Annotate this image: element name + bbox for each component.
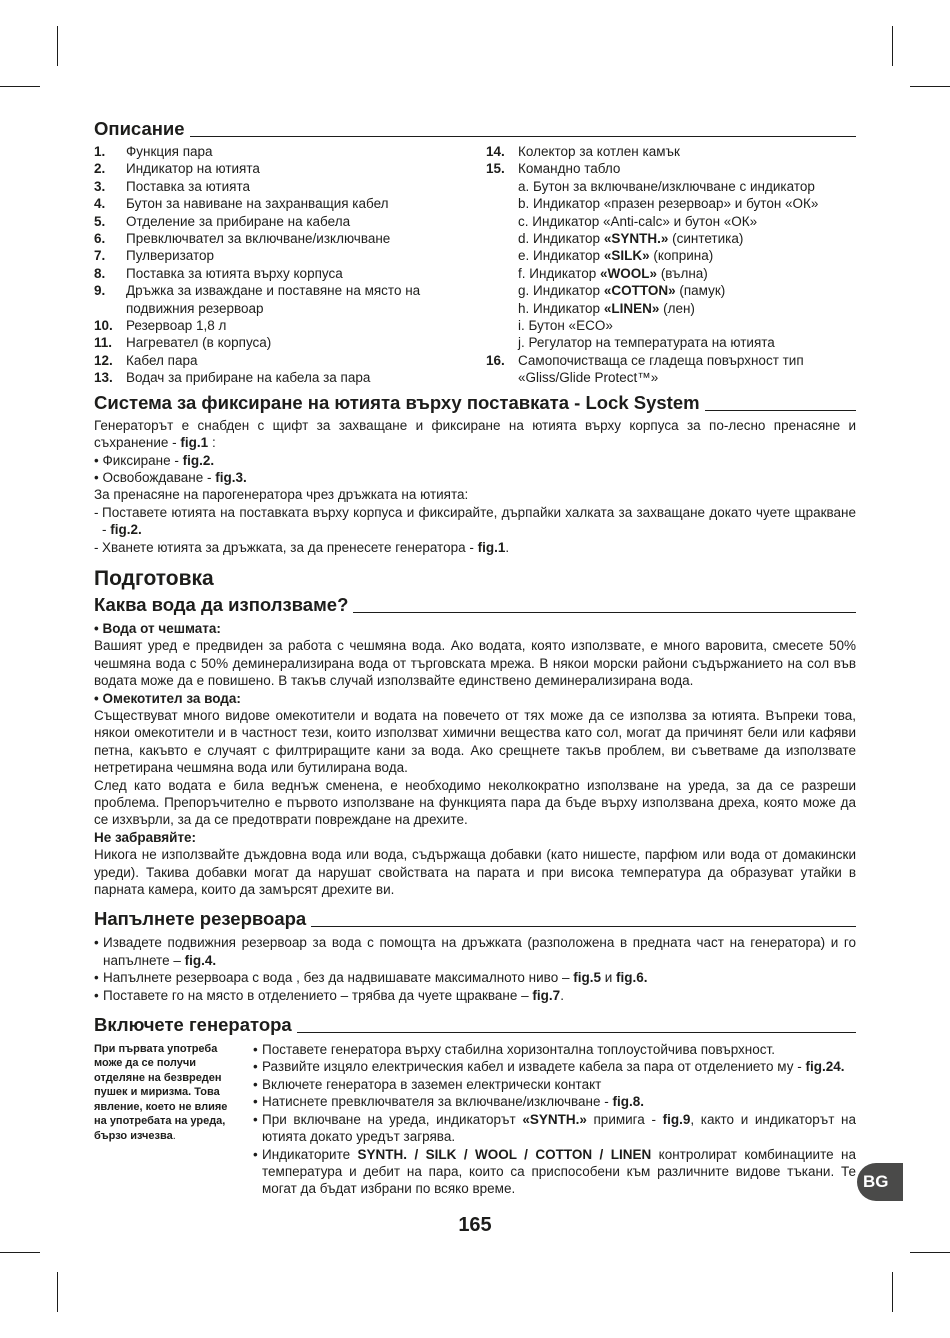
paragraph: За пренасяне на парогенератора чрез дръжката на ютията: — [94, 487, 469, 503]
page-content — [94, 118, 856, 1198]
fill-tank-body — [94, 934, 856, 1004]
heading-rule — [705, 410, 856, 411]
list-item: 7. Пулверизатор — [94, 248, 215, 264]
list-item: 14. Колектор за котлен камък — [486, 144, 680, 159]
paragraph: Съществуват много видове омекотители и водата на повечето от тях може да се използва за ютията. Въпреки това, някои омекотители и в частност тези, които използват химични вещества като сол, могат да причинят бели или кафяви петна, какъвто е случаят с филтриращите кани за вода. Ако срещнете такъв проблем, ви съветваме да използвате нетретирана чешмяна вода или бутилирана вода. — [94, 707, 856, 776]
parts-list-right — [486, 143, 856, 387]
heading-rule — [311, 926, 856, 927]
switch-on-body — [94, 1041, 856, 1198]
crop-mark — [57, 26, 58, 66]
preparation-title: Подготовка — [94, 566, 214, 590]
switch-on-heading: Включете генератора — [94, 1014, 856, 1036]
list-item: 4. Бутон за навиване на захранващия кабел — [94, 196, 389, 212]
sub-item: f. Индикатор «WOOL» (вълна) — [518, 265, 708, 281]
list-item: 13. Водач за прибиране на кабела за пара — [94, 370, 371, 386]
crop-mark — [0, 86, 40, 87]
list-item: 10. Резервоар 1,8 л — [94, 318, 227, 334]
parts-list — [94, 143, 856, 387]
heading-rule — [353, 612, 856, 613]
list-item: 5. Отделение за прибиране на кабела — [94, 213, 351, 229]
sub-item: e. Индикатор «SILK» (коприна) — [518, 248, 714, 264]
fill-tank-heading: Напълнете резервоара — [94, 908, 856, 930]
list-item: 8. Поставка за ютията върху корпуса — [94, 265, 343, 281]
sub-item: b. Индикатор «празен резервоар» и бутон «ОК» — [518, 196, 819, 212]
list-item: 1. Функция пара — [94, 144, 213, 159]
water-body — [94, 620, 856, 899]
crop-mark — [910, 1252, 950, 1253]
sub-item: g. Индикатор «COTTON» (памук) — [518, 283, 726, 299]
crop-mark — [910, 86, 950, 87]
bullet: • Развийте изцяло електрическия кабел и извадете кабела за пара от отделението му - fig.24. — [253, 1059, 845, 1075]
sub-item: h. Индикатор «LINEN» (лен) — [518, 300, 695, 316]
heading-rule — [190, 136, 856, 137]
paragraph: Вашият уред е предвиден за работа с чешмяна вода. Ако водата, която използвате, е много варовита, смесете 50% чешмяна вода с 50% деминерализирана вода от търговската мрежа. В някои морски райони съдържанието на сол във водата може да е повишено. В такъв случай използвайте единствено деминерализирана вода. — [94, 638, 856, 689]
bullet: • Напълнете резервоара с вода , без да надвишавате максималното ниво – fig.5 и fig.6. — [94, 970, 648, 986]
list-item: 15. Командно табло — [486, 161, 621, 177]
parts-list-left — [94, 143, 486, 387]
bullet: • При включване на уреда, индикаторът «SYNTH.» примига - fig.9, както и индикаторът на ютията докато уредът загрява. — [253, 1111, 856, 1145]
paragraph: След като водата е била веднъж сменена, е необходимо неколкократно използване на уреда, за да се разреши проблема. Препоръчително е първото използване на функцията пара да бъде върху използвана дреха, която може да се изхвърли, за да се предотврати повреждане на дрехите. — [94, 777, 856, 828]
bullet: • Индикаторите SYNTH. / SILK / WOOL / COTTON / LINEN контролират комбинациите на температура и дебит на пара, които са приспособени към различните видове тъкани. Те могат да бъдат избрани по всяко време. — [253, 1146, 856, 1197]
lock-system-body — [94, 417, 856, 556]
switch-on-list — [253, 1041, 856, 1198]
list-item: 2. Индикатор на ютията — [94, 161, 260, 177]
description-heading: Описание — [94, 118, 856, 140]
crop-mark — [892, 26, 893, 66]
crop-mark — [892, 1272, 893, 1312]
dash-item: - Поставете ютията на поставката върху корпуса и фиксирайте, дърпайки халката за захващане докато чуете щракване - fig.2. — [94, 504, 856, 538]
heading-rule — [297, 1032, 856, 1033]
paragraph: Никога не използвайте дъждовна вода или вода, съдържаща добавки (като нишесте, парфюм или вода от домакински уреди). Такива добавки могат да нарушат свойствата на парата и при висока температура да образуват утайки в парната камера, които да замърсят дрехите ви. — [94, 847, 856, 898]
lock-system-heading: Система за фиксиране на ютията върху поставката - Lock System — [94, 392, 856, 414]
subheading: • Вода от чешмата: — [94, 620, 221, 636]
paragraph: Генераторът е снабден с щифт за захващане и фиксиране на ютията върху корпуса за по-лесно пренасяне и съхранение - fig.1 : — [94, 417, 856, 451]
subheading: • Омекотител за вода: — [94, 690, 241, 706]
crop-mark — [57, 1272, 58, 1312]
subheading: Не забравяйте: — [94, 829, 197, 845]
sub-item: d. Индикатор «SYNTH.» (синтетика) — [518, 231, 744, 247]
sub-item: i. Бутон «ECO» — [518, 318, 613, 334]
page-number: 165 — [458, 1214, 492, 1236]
bullet: • Фиксиране - fig.2. — [94, 452, 215, 468]
bullet: • Включете генератора в заземен електрически контакт — [253, 1076, 602, 1092]
bullet: • Поставете генератора върху стабилна хоризонтална топлоустойчива повърхност. — [253, 1042, 775, 1058]
bullet: • Поставете го на място в отделението – трябва да чуете щракване – fig.7. — [94, 987, 564, 1003]
list-item: 16. Самопочистваща се гладеща повърхност тип «Gliss/Glide Protect™» — [486, 352, 804, 386]
sub-item: c. Индикатор «Anti-calc» и бутон «ОК» — [518, 213, 758, 229]
list-item: 3. Поставка за ютията — [94, 178, 250, 194]
language-tab: BG — [857, 1163, 903, 1201]
bullet: • Натиснете превключвателя за включване/изключване - fig.8. — [253, 1094, 644, 1110]
sub-item: a. Бутон за включване/изключване с индикатор — [518, 178, 815, 194]
crop-mark — [0, 1252, 40, 1253]
sub-item: j. Регулатор на температурата на ютията — [518, 335, 775, 351]
bullet: • Извадете подвижния резервоар за вода с помощта на дръжката (разположена в предната част на генератора) и го напълнете – fig.4. — [94, 935, 856, 968]
water-heading: Каква вода да използваме? — [94, 594, 856, 616]
list-item: 6. Превключвател за включване/изключване — [94, 231, 391, 247]
bullet: • Освобождаване - fig.3. — [94, 469, 247, 485]
list-item: 12. Кабел пара — [94, 352, 198, 368]
dash-item: - Хванете ютията за дръжката, за да пренесете генератора - fig.1. — [94, 539, 510, 555]
list-item: 11. Нагревател (в корпуса) — [94, 335, 272, 351]
list-item: 9. Дръжка за изваждане и поставяне на място на подвижния резервоар — [94, 283, 421, 316]
side-note: При първата употреба може да се получи отделяне на безвреден пушек и миризма. Това явление, което не влияе на употребата на уреда, бързо изчезва. — [94, 1043, 228, 1142]
